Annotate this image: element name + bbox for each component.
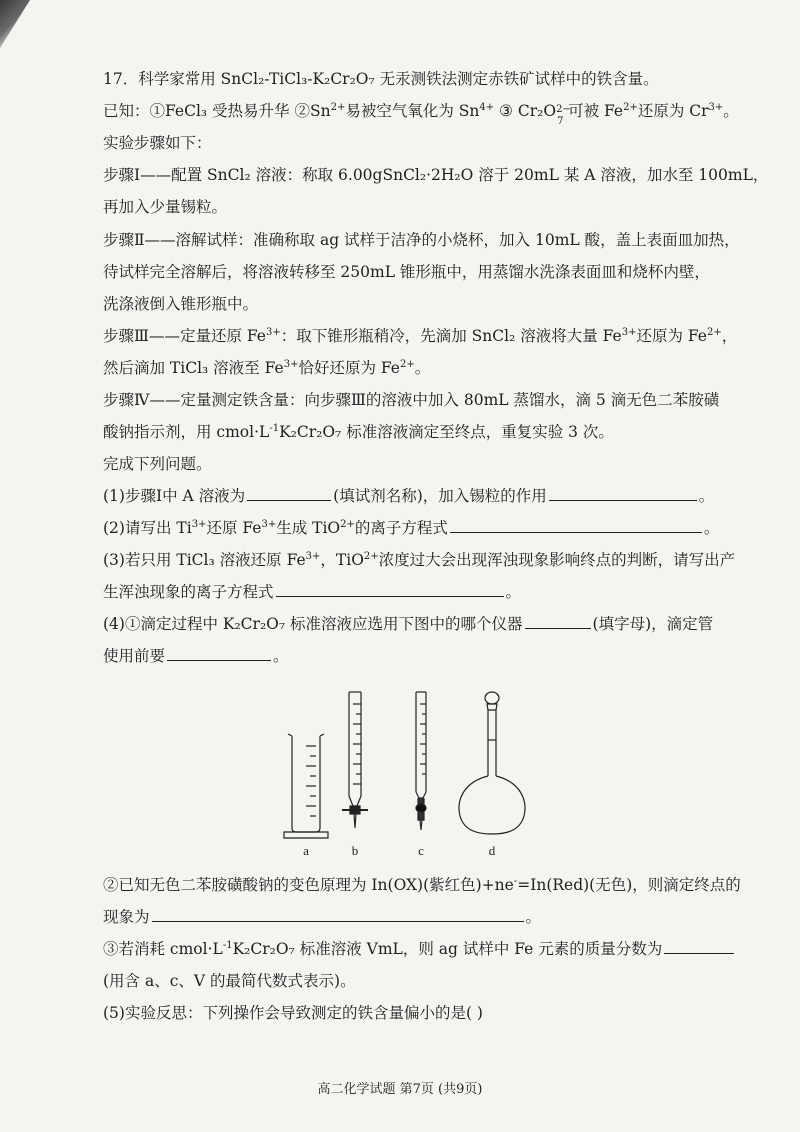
- answer-blank[interactable]: [276, 581, 504, 597]
- step4-line1: 步骤Ⅳ——定量测定铁含量：向步骤Ⅲ的溶液中加入 80mL 蒸馏水，滴 5 滴无色二苯胺磺: [103, 391, 720, 409]
- step2-line2: 待试样完全溶解后，将溶液转移至 250mL 锥形瓶中，用蒸馏水洗涤表面皿和烧杯内壁，: [103, 263, 710, 281]
- volumetric-flask: [459, 692, 525, 834]
- answer-blank[interactable]: [167, 645, 271, 661]
- acid-burette: [342, 692, 368, 828]
- question-4-2-line2: 现象为 。: [103, 908, 542, 926]
- scan-shadow: [0, 0, 30, 48]
- steps-title: 实验步骤如下：: [103, 134, 212, 152]
- answer-blank[interactable]: [664, 938, 734, 954]
- question-1: (1)步骤Ⅰ中 A 溶液为 (填试剂名称)，加入锡粒的作用 。: [103, 487, 715, 505]
- apparatus-figure: [270, 688, 530, 858]
- step4-line2: 酸钠指示剂，用 $cmol\cdot L^{-1}K_2Cr_2O_7$ 标准溶液滴定至终点，重复实验 3 次。: [103, 422, 614, 441]
- question-4-line2: 使用前要 。: [103, 647, 289, 665]
- question-5: (5)实验反思：下列操作会导致测定的铁含量偏小的是( ): [103, 1004, 483, 1022]
- page-footer: 高二化学试题 第7页 (共9页): [317, 1082, 483, 1097]
- question-3-line2: 生浑浊现象的离子方程式 。: [103, 583, 522, 601]
- base-burette: [416, 692, 426, 830]
- question-3-line1: (3)若只用 TiCl₃ 溶液还原 $Fe^{3+}$，TiO$^{2+}$浓度过大会出现浑浊现象影响终点的判断，请写出产: [103, 550, 736, 569]
- figure-label-c: c: [418, 843, 424, 858]
- dichromate-charge: 2− 7: [556, 104, 571, 127]
- step2-line1: 步骤Ⅱ——溶解试样：准确称取 ag 试样于洁净的小烧杯，加入 10mL 酸，盖上表面皿加热，: [103, 231, 740, 249]
- answer-blank[interactable]: [549, 485, 697, 501]
- step2-line3: 洗涤液倒入锥形瓶中。: [103, 295, 259, 313]
- answer-blank[interactable]: [152, 906, 524, 922]
- question-2: (2)请写出 $Ti^{3+}$还原 $Fe^{3+}$生成 TiO$^{2+}$的离子方程式 。: [103, 518, 720, 537]
- question-4-line1: (4)①滴定过程中 K₂Cr₂O₇ 标准溶液应选用下图中的哪个仪器 (填字母)，滴定管: [103, 615, 714, 633]
- step3-line2: 然后滴加 TiCl₃ 溶液至 $Fe^{3+}$恰好还原为 $Fe^{2+}$。: [103, 358, 431, 377]
- step3-line1: 步骤Ⅲ——定量还原 $Fe^{3+}$：取下锥形瓶稍冷，先滴加 SnCl₂ 溶液将大量 $Fe^{3+}$还原为 $Fe^{2+}$，: [103, 326, 738, 345]
- answer-blank[interactable]: [247, 485, 331, 501]
- answer-blank[interactable]: [525, 613, 591, 629]
- step1-line2: 再加入少量锡粒。: [103, 198, 228, 216]
- question-4-3-line2: (用含 a、c、V 的最简代数式表示)。: [103, 972, 356, 990]
- figure-label-a: a: [303, 843, 309, 858]
- question-17-intro: 17．科学家常用 SnCl₂-TiCl₃-K₂Cr₂O₇ 无汞测铁法测定赤铁矿试样中的铁含量。: [103, 70, 659, 88]
- question-4-2-line1: ②已知无色二苯胺磺酸钠的变色原理为 In(OX)(紫红色)+ne-=In(Red)(无色)，则滴定终点的: [103, 875, 741, 894]
- answer-blank[interactable]: [450, 517, 702, 533]
- graduated-cylinder: [284, 734, 328, 838]
- figure-label-b: b: [351, 843, 359, 858]
- known-conditions: 已知：①FeCl₃ 受热易升华 $②Sn^{2+}$易被空气氧化为 $Sn^{4+}$ ③ Cr₂O 2− 7 可被 $Fe^{2+}$还原为 $Cr^{3+}$。: [103, 101, 739, 127]
- question-4-3-line1: ③若消耗 $cmol\cdot L^{-1}K_2Cr_2O_7$ 标准溶液 VmL，则 ag 试样中 Fe 元素的质量分数为: [103, 938, 730, 960]
- complete-instruction: 完成下列问题。: [103, 455, 212, 473]
- step1-line1: 步骤Ⅰ——配置 SnCl₂ 溶液：称取 6.00gSnCl₂·2H₂O 溶于 20mL 某 A 溶液，加水至 100mL，: [103, 166, 769, 184]
- figure-label-d: d: [488, 843, 496, 858]
